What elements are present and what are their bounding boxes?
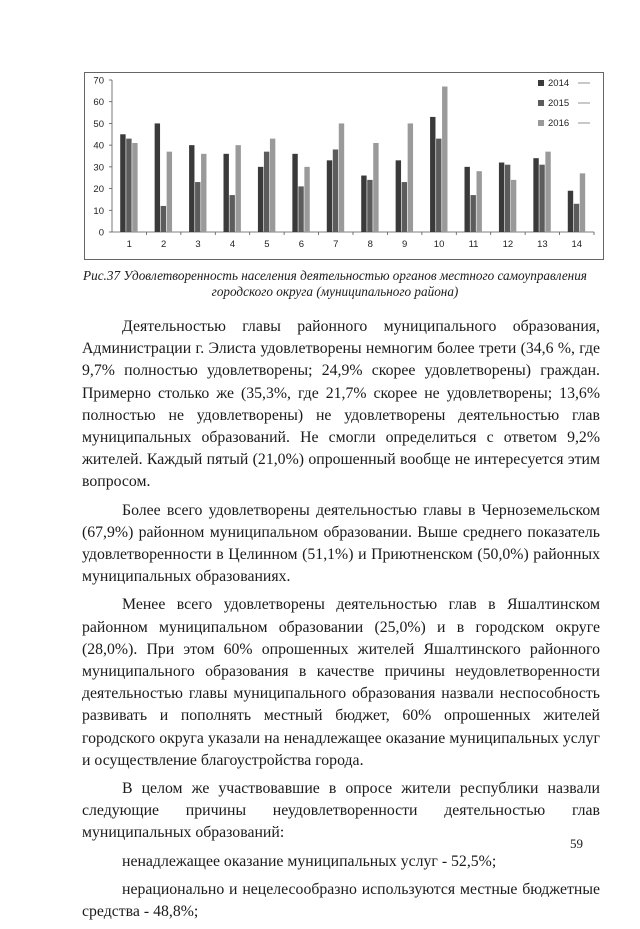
y-tick-label: 40 (93, 140, 104, 152)
legend-label: 2014 (548, 78, 570, 89)
x-tick-label: 7 (333, 239, 339, 250)
chart-svg (84, 72, 604, 260)
y-tick-label: 10 (93, 205, 104, 217)
bar (545, 152, 550, 232)
bar (224, 154, 229, 232)
bar (155, 123, 160, 232)
x-tick-label: 3 (195, 239, 201, 250)
bar-chart (84, 72, 604, 260)
legend-swatch (538, 100, 544, 106)
x-tick-label: 2 (160, 239, 167, 250)
bar (264, 152, 269, 232)
list-item-1: ненадлежащее оказание муниципальных услуг - 52,5%; (122, 852, 497, 870)
legend-swatch (538, 80, 544, 86)
bar (236, 145, 241, 232)
bar (442, 87, 447, 232)
bar (533, 158, 538, 232)
bar (132, 143, 137, 232)
legend-label: 2015 (548, 98, 570, 109)
paragraph-3: Менее всего удовлетворены деятельностью глав в Яшалтинском районном муниципальном образовании (25,0%) и в городском округе (28,0%). При этом 60% опрошенных жителей Яшалтинского районного муниципального образования в качестве причины неудовлетворенности деятельностью главы муниципального образования назвали неспособность развивать и пополнять местный бюджет, 60% опрошенных жителей городского округа указали на ненадлежащее оказание муниципальных услуг и осуществление благоустройства города. (82, 596, 600, 769)
bar (499, 163, 504, 232)
x-tick-label: 5 (264, 239, 270, 250)
y-tick-label: 70 (93, 75, 104, 87)
bar (580, 173, 585, 232)
x-tick-label: 12 (502, 239, 514, 250)
bar (189, 145, 194, 232)
x-tick-label: 10 (433, 239, 445, 250)
x-tick-label: 9 (401, 239, 408, 250)
x-tick-label: 13 (537, 239, 548, 250)
x-tick-label: 4 (229, 239, 236, 250)
bar (298, 186, 303, 232)
bar (292, 154, 297, 232)
y-tick-label: 50 (93, 118, 104, 130)
bar (465, 167, 470, 232)
x-tick-label: 14 (571, 239, 583, 250)
bar (258, 167, 263, 232)
bar (430, 117, 435, 232)
y-tick-label: 20 (93, 184, 104, 196)
paragraph-2: Более всего удовлетворены деятельностью главы в Черноземельском (67,9%) районном муниципальном образовании. Выше среднего показатель удовлетворенности в Целинном (51,1%) и Приютненском (50,0%) районных муниципальных образованиях. (82, 501, 600, 586)
list-item-2: нерационально и нецелесообразно используются местные бюджетные средства - 48,8%; (82, 880, 600, 921)
y-tick-label: 0 (98, 227, 104, 239)
x-tick-label: 11 (468, 239, 479, 250)
bar (402, 182, 407, 232)
legend-swatch (538, 120, 544, 126)
bar (396, 160, 401, 232)
bar (477, 171, 482, 232)
paragraph-4: В целом же участвовавшие в опросе жители республики назвали следующие причины неудовлетворенности деятельностью глав (82, 780, 600, 820)
bar (373, 143, 378, 232)
bar (436, 139, 441, 232)
y-tick-label: 30 (93, 162, 104, 174)
y-tick-label: 60 (93, 97, 104, 109)
bar (161, 206, 166, 232)
legend-label: 2016 (548, 118, 570, 129)
bar (339, 123, 344, 232)
bar (230, 195, 235, 232)
bar (195, 182, 200, 232)
paragraph-1: Деятельностью главы районного муниципального образования, Администрации г. Элиста удовлетворены немногим более трети (34,6 %, где 9,7% полностью удовлетворены; 24,9% скорее удовлетворены) граждан. Примерно столько же (35,3%, где 21,7% скорее не удовлетворены; 13,6% полностью не удовлетворены) не удовлетворены деятельностью глав муниципальных образований. Не смогли определиться с ответом 9,2% жителей. Каждый пятый (21,0%) опрошенный вообще не интересуется этим вопросом. (82, 318, 600, 491)
page-number: 59 (570, 836, 583, 851)
bar (361, 176, 366, 232)
bar (126, 139, 131, 232)
bar (568, 191, 573, 232)
bar (167, 152, 172, 232)
x-tick-label: 1 (126, 239, 132, 250)
figure-caption: Рис.37 Удовлетворенность населения деятельностью органов местного самоуправления городского округа (муниципального района) (83, 268, 587, 299)
bar (539, 165, 544, 232)
bar (120, 134, 125, 232)
bar (270, 139, 275, 232)
paragraph-4-continued: муниципальных образований: (82, 824, 285, 842)
bar (408, 123, 413, 232)
x-tick-label: 8 (367, 239, 373, 250)
bar (327, 160, 332, 232)
body-text (82, 316, 600, 929)
x-tick-label: 6 (298, 239, 305, 250)
bar (574, 204, 579, 232)
bar (505, 165, 510, 232)
bar (367, 180, 372, 232)
bar (304, 167, 309, 232)
bar (201, 154, 206, 232)
bar (333, 149, 338, 232)
bar (471, 195, 476, 232)
bar (511, 180, 516, 232)
